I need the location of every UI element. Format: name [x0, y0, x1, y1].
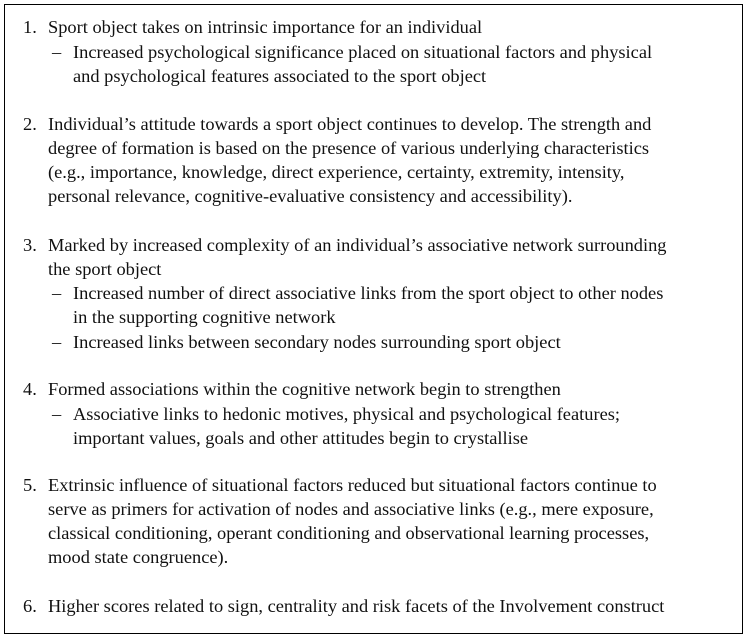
item-text-line: serve as primers for activation of nodes and associative links (e.g., mere exposure, — [48, 499, 654, 519]
sub-item-text-line: Associative links to hedonic motives, physical and psychological features; — [73, 404, 620, 424]
item-text-line: classical conditioning, operant conditioning and observational learning processes, — [48, 523, 650, 543]
item-text-line: Sport object takes on intrinsic importance for an individual — [48, 17, 483, 37]
item-text-line: Higher scores related to sign, centrality and risk facets of the Involvement construct — [48, 596, 665, 616]
sub-bullet-dash: – — [52, 283, 62, 303]
item-text-line: Marked by increased complexity of an individual’s associative network surrounding — [48, 235, 667, 255]
item-text-line: Formed associations within the cognitive network begin to strengthen — [48, 379, 561, 399]
item-number: 5. — [23, 475, 37, 495]
sub-item-text-line: Increased psychological significance placed on situational factors and physical — [73, 42, 653, 62]
sub-item-text-line: and psychological features associated to the sport object — [73, 66, 487, 86]
item-number: 1. — [23, 17, 37, 37]
sub-item-text-line: Increased number of direct associative links from the sport object to other nodes — [73, 283, 664, 303]
sub-item-text-line: in the supporting cognitive network — [73, 307, 336, 327]
sub-bullet-dash: – — [52, 332, 62, 352]
document-box — [4, 4, 743, 634]
item-text-line: Individual’s attitude towards a sport object continues to develop. The strength and — [48, 114, 652, 134]
item-number: 3. — [23, 235, 37, 255]
sub-item-text-line: Increased links between secondary nodes surrounding sport object — [73, 332, 561, 352]
item-text-line: mood state congruence). — [48, 547, 229, 567]
sub-item-text-line: important values, goals and other attitudes begin to crystallise — [73, 428, 529, 448]
item-number: 2. — [23, 114, 37, 134]
item-number: 4. — [23, 379, 37, 399]
item-text-line: personal relevance, cognitive-evaluative consistency and accessibility). — [48, 186, 573, 206]
item-text-line: the sport object — [48, 259, 162, 279]
item-number: 6. — [23, 596, 37, 616]
item-text-line: degree of formation is based on the presence of various underlying characteristics — [48, 138, 650, 158]
item-text-line: (e.g., importance, knowledge, direct experience, certainty, extremity, intensity, — [48, 162, 625, 182]
sub-bullet-dash: – — [52, 404, 62, 424]
item-text-line: Extrinsic influence of situational factors reduced but situational factors continue to — [48, 475, 657, 495]
sub-bullet-dash: – — [52, 42, 62, 62]
